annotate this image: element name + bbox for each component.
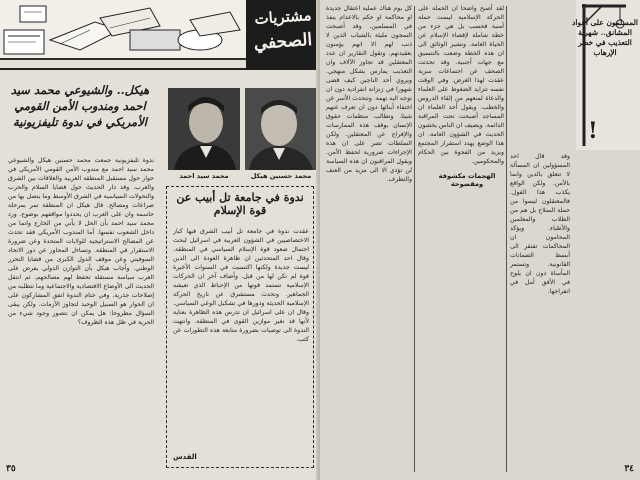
page-number: ٣٥ (6, 464, 16, 474)
boxed-article-body: عقدت ندوة في جامعة تل أبيب الشرق فيها كبار الاختصاصيين في الشؤون العربية في اسرائيل لبحث احتمال صعود قوة الإسلام السياسي في المنطقة. وقال احد المتحدثين ان ظاهرة العودة الى الدين ليست جديدة ولكنها اكتسبت في السنوات الأخيرة قوة لم تكن لها من قبل. وأضاف آخر ان الحركات الإسلامية تستمد قوتها من الإحباط الذي تعيشه الجماهير. وتحدث مستشرق عن تاريخ الحركة الإسلامية الحديثة ودورها في تشكيل الوعي السياسي. وقال ان على اسرائيل ان تدرس هذه الظاهرة بعناية لأنها قد تغير موازين القوى في المنطقة. وانتهت الندوة الى توصيات بضرورة متابعة هذه التطورات عن كثب. (173, 228, 309, 343)
header-illustration (0, 0, 250, 60)
article-column-3: وقد قال احد المسؤولين ان المسألة لا تتعلق بالدين وانما بالأمن. ولكن الواقع يكذب هذا القول. فالمعتقلون ليسوا من حملة السلاح بل هم من الطلاب والمعلمين والأطباء. ويؤكد المحامون ان المحاكمات تفتقر الى أبسط الضمانات القانونية. وتستمر المأساة دون ان يلوح في الأفق أمل في انفراجها. (510, 153, 570, 295)
portrait-photo-heikal (168, 88, 240, 170)
boxed-article (166, 186, 314, 468)
subheading: الهجمات مكشوفة ومفضوحة (438, 172, 496, 188)
portrait-photo-sayed-ahmed (245, 88, 317, 170)
article-headline: هيكل.. والشيوعي محمد سيد احمد ومندوب الأمن القومي الأمريكي في ندوة تليفزيونية (10, 83, 150, 129)
photo-caption: محمد حسنين هيكل (250, 172, 312, 180)
boxed-article-title: ندوة في جامعة تل أبيب عن قوة الإسلام (176, 191, 304, 217)
newspapers-drawing-icon (0, 0, 250, 58)
column-rule (506, 6, 507, 472)
column-rule (414, 6, 415, 472)
header-rule (0, 68, 246, 70)
section-title-line1: مشتريات (253, 6, 313, 28)
article-column-2: لقد أصبح واضحا ان الحملة على الحركة الإسلامية ليست حملة أمنية فحسب بل هي جزء من خطة شاملة لإقصاء الإسلام عن الحياة العامة. وتشير الوثائق الى ان هذه الخطة وضعت بالتنسيق مع جهات أجنبية. وقد تحدثت الصحف عن اجتماعات سرية عقدت لهذا الغرض. وفي الوقت نفسه تتزايد الضغوط على العلماء والدعاة لمنعهم من إلقاء الدروس والخطب. ويقول أحد العلماء ان المساجد أصبحت تحت المراقبة الدائمة. ويضيف ان الناس يخشون الحديث في الشؤون العامة. ان هذا الوضع يهدد استقرار المجتمع ويزيد من الفجوة بين الحكام والمحكومين. (418, 5, 504, 165)
right-page (320, 0, 640, 480)
boxed-article-source: القدس (173, 453, 197, 461)
page-number: ٣٤ (624, 464, 634, 474)
sidebar-heading: المسلمون على أعواد المشانق.. شهرية التعذيب في خطر الإرهاب (572, 18, 638, 57)
section-title-line2: الصحفي (253, 29, 313, 55)
article-column-1: كل يوم هناك عملية اعتقال جديدة او محاكمة او حكم بالاعدام ينفذ في المسلمين. وقد أصبحت السجون مليئة بالشباب الذين لا ذنب لهم الا انهم يؤمنون بعقيدتهم. وتقول التقارير ان عدد المعتقلين قد تجاوز الآلاف وان التعذيب يمارس بشكل منهجي. ويروي أحد الناجين كيف قضى شهورا في زنزانة انفرادية دون ان توجه اليه تهمة. وتتحدث الأسر عن اختفاء أبنائها دون ان تعرف عنهم شيئا. وتطالب منظمات حقوق الإنسان بوقف هذه الممارسات والإفراج عن المعتقلين. ولكن السلطات تصر على ان هذه الإجراءات ضرورية لحفظ الأمن. ويقول المراقبون ان هذه السياسة لن تؤدي الا الى مزيد من العنف والتطرف. (326, 5, 412, 183)
section-badge (246, 0, 320, 70)
article-body: ندوة تليفزيونية جمعت محمد حسنين هيكل والشيوعي محمد سيد احمد مع مندوب الأمن القومي الأمريكي في حوار حول مستقبل المنطقة العربية والعلاقات بين الشرق والغرب. وقد دار الحديث حول قضايا السلام والحرب والتحولات السياسية في الشرق الأوسط وما يتصل بها من صراعات ومصالح. قال هيكل ان المنطقة تمر بمرحلة حاسمة وان على العرب ان يحددوا مواقفهم بوضوح. ورد محمد سيد احمد بأن الحل لا يأتي من الخارج وانما من داخل الشعوب نفسها. أما المندوب الأمريكي فقد تحدث عن المصالح الاستراتيجية للولايات المتحدة وعن ضرورة الاستقرار في المنطقة. وتساءل المحاور عن دور الاتحاد السوفيتي وعن موقف الدول الكبرى من قضايا التحرر الوطني. وأجاب هيكل بأن التوازن الدولي يفرض على العرب سياسة مستقلة تحفظ لهم مصالحهم. ثم انتقل الحديث الى الأوضاع الاقتصادية والاجتماعية وما تتطلبه من إصلاحات جذرية. وفي ختام الندوة اتفق المشاركون على ان الحوار هو السبيل الوحيد لتجاوز الأزمات. ولكن يبقى السؤال مطروحا: هل يمكن ان نتصور وجود شيء من الحرية في ظل هذه الظروف؟ (8, 157, 154, 326)
exclamation-mark: ! (588, 118, 598, 144)
photo-caption: محمد سيد احمد (179, 172, 229, 180)
